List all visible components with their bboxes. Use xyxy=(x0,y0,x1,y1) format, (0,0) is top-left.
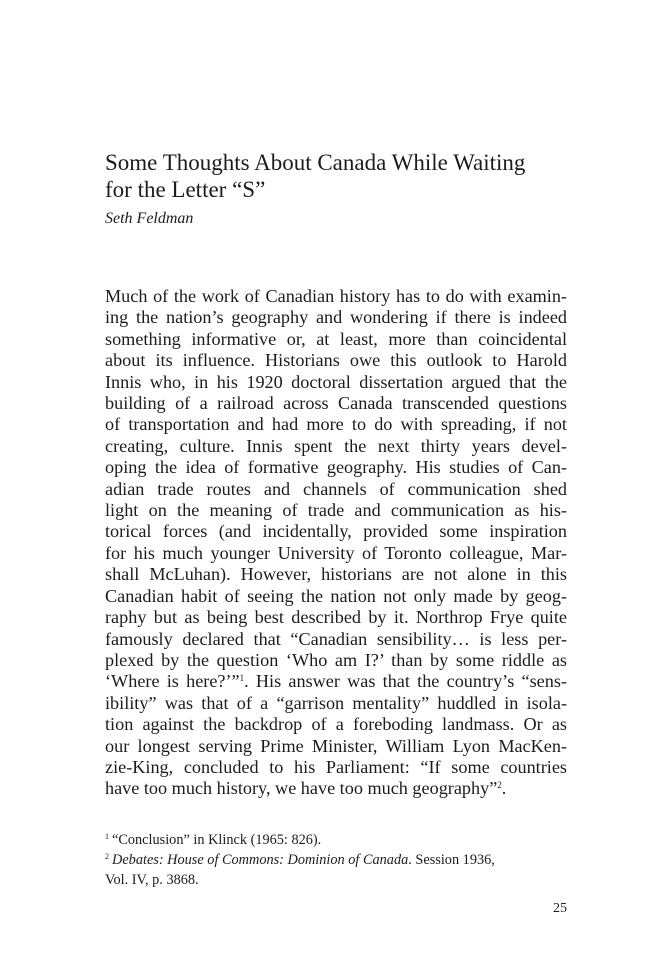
footnote-ref-2: 2 xyxy=(497,780,502,791)
body-line-segment: . His answer was that the country’s “sens- xyxy=(244,671,567,692)
footnote-2 xyxy=(105,850,567,870)
body-line: zie-King, concluded to his Parliament: “If some countries xyxy=(105,756,567,777)
body-line-segment: have too much history, we have too much geography” xyxy=(105,778,498,799)
body-line-segment: . xyxy=(501,778,507,799)
footnote-marker-1: 1 xyxy=(105,832,109,841)
footnote-2-text: . Session 1936, xyxy=(408,852,495,868)
body-line: Much of the work of Canadian history has to do with examin- xyxy=(105,286,567,306)
body-line: light on the meaning of trade and communication as his- xyxy=(105,500,567,521)
chapter-title-line-2: for the Letter “S” xyxy=(105,177,266,202)
body-line: building of a railroad across Canada transcended questions xyxy=(105,393,567,414)
footnote-marker-2: 2 xyxy=(105,852,109,861)
body-line-with-footnote-2 xyxy=(105,778,567,799)
body-line: adian trade routes and channels of communication shed xyxy=(105,478,567,499)
body-line: shall McLuhan). However, historians are not alone in this xyxy=(105,564,567,585)
body-line-segment: ‘Where is here?’” xyxy=(105,671,240,692)
body-line: famously declared that “Canadian sensibility… is less per- xyxy=(105,628,567,649)
body-line: ing the nation’s geography and wondering if there is indeed xyxy=(105,307,567,328)
body-line: of transportation and had more to do with spreading, if not xyxy=(105,414,567,435)
footnote-2-continued: Vol. IV, p. 3868. xyxy=(105,872,199,888)
footnotes xyxy=(105,830,567,890)
footnote-1 xyxy=(105,830,567,850)
body-line: creating, culture. Innis spent the next thirty years devel- xyxy=(105,435,567,456)
body-paragraph xyxy=(105,286,567,800)
body-line: plexed by the question ‘Who am I?’ than by some riddle as xyxy=(105,649,567,670)
footnote-ref-1: 1 xyxy=(239,673,245,684)
body-line: for his much younger University of Toronto colleague, Mar- xyxy=(105,542,567,563)
body-line: Canadian habit of seeing the nation not only made by geog- xyxy=(105,585,567,606)
body-line: about its influence. Historians owe this outlook to Harold xyxy=(105,350,567,371)
body-line: something informative or, at least, more than coincidental xyxy=(105,328,567,349)
body-line: raphy but as being best described by it. Northrop Frye quite xyxy=(105,607,567,628)
footnote-1-text: “Conclusion” in Klinck (1965: 826). xyxy=(112,832,322,848)
author-name: Seth Feldman xyxy=(105,210,194,227)
body-line: ibility” was that of a “garrison mentality” huddled in isola- xyxy=(105,692,567,713)
footnote-2-title: Debates: House of Commons: Dominion of Canada xyxy=(112,852,409,868)
chapter-title-line-1: Some Thoughts About Canada While Waiting xyxy=(105,150,526,175)
body-line-with-footnote-1 xyxy=(105,671,567,692)
body-line: Innis who, in his 1920 doctoral dissertation argued that the xyxy=(105,371,567,392)
body-line: torical forces (and incidentally, provided some inspiration xyxy=(105,521,567,542)
chapter-title xyxy=(105,149,575,203)
page-number: 25 xyxy=(553,901,567,916)
body-line: tion against the backdrop of a foreboding landmass. Or as xyxy=(105,714,567,735)
body-line: our longest serving Prime Minister, William Lyon MacKen- xyxy=(105,735,567,756)
body-line: oping the idea of formative geography. His studies of Can- xyxy=(105,457,567,478)
